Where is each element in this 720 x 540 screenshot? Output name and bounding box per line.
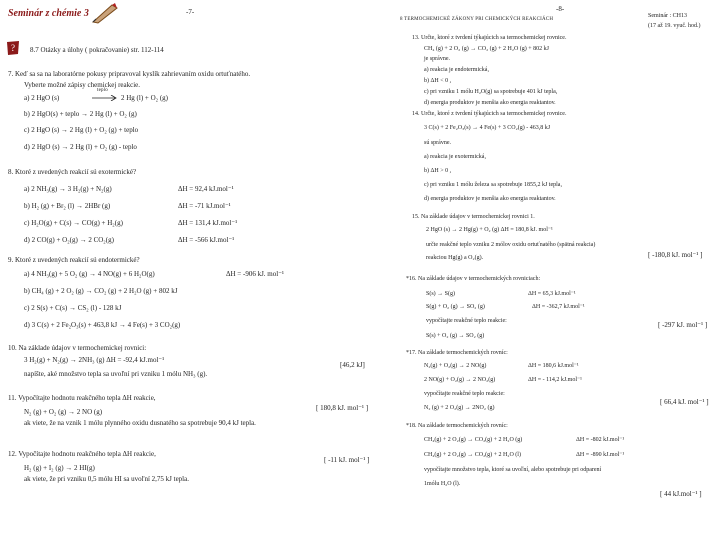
q17-answer: [ 66,4 kJ. mol⁻¹ ] xyxy=(660,398,709,406)
q12-text: 12. Vypočítajte hodnotu reakčného tepla ΔH reakcie, xyxy=(8,450,156,458)
q9-option-a-dh: ΔH = -906 kJ. mol⁻¹ xyxy=(226,270,284,278)
q15-task-2: reakciou Hg(g) a O₂(g). xyxy=(426,255,484,261)
q10-text: 10. Na základe údajov v termochemickej rovnici: xyxy=(8,344,147,352)
q13-text: 13. Určte, ktoré z tvrdení týkajúcich sa termochemickej rovnice. xyxy=(412,35,567,41)
q18-task-2: 1mólu H₂O (l). xyxy=(424,481,461,487)
q15-equation: 2 HgO (s) → 2 Hg(g) + O₂ (g) ΔH = 180,8 kJ. mol⁻¹ xyxy=(426,227,553,233)
q13-line-3: je správne. xyxy=(424,56,450,62)
q7-option-a: a) 2 HgO (s) xyxy=(24,94,60,102)
q9-option-b: b) CH₄ (g) + 2 O₂ (g) → CO₂ (g) + 2 H₂O (g) + 802 kJ xyxy=(24,287,178,295)
q18-answer: [ 44 kJ.mol⁻¹ ] xyxy=(660,490,702,498)
q17-target: N₂ (g) + 2 O₂(g) → 2NO₂ (g) xyxy=(424,405,495,411)
q14-option-c: c) pri vzniku 1 mólu železa sa spotrebuje 1855,2 kJ tepla, xyxy=(424,182,562,188)
page-number-left: -7- xyxy=(186,8,195,16)
q17-eq1: N₂(g) + O₂(g) → 2 NO(g) xyxy=(424,363,487,369)
q8-option-c: c) H₂O(g) + C(s) → CO(g) + H₂(g) xyxy=(24,219,123,227)
quill-pen-icon xyxy=(90,2,120,24)
q12-task: ak viete, že pri vzniku 0,5 mólu HI sa uvoľní 2,75 kJ tepla. xyxy=(24,475,189,483)
q7-option-d: d) 2 HgO (s) → 2 Hg (l) + O₂ (g) - teplo xyxy=(24,143,137,151)
seminar-label: Seminár : CH13 xyxy=(648,13,687,19)
q18-eq2: CH₄(g) + 2 O₂(g) → CO₂(g) + 2 H₂O (l) xyxy=(424,452,521,458)
q13-option-c: c) pri vzniku 1 mólu H₂O(g) sa spotrebuje 401 kJ tepla, xyxy=(424,89,558,95)
reaction-arrow-icon xyxy=(92,95,118,101)
q8-option-b-dh: ΔH = -71 kJ.mol⁻¹ xyxy=(178,202,231,210)
q8-option-d: d) 2 CO(g) + O₂(g) → 2 CO₂(g) xyxy=(24,236,114,244)
q14-text: 14. Určte, ktoré z tvrdení týkajúcich sa termochemickej rovnice. xyxy=(412,111,567,117)
q8-option-c-dh: ΔH = 131,4 kJ.mol⁻¹ xyxy=(178,219,238,227)
right-page-header: 8 TERMOCHEMICKÉ ZÁKONY PRI CHEMICKÝCH REAKCIÁCH xyxy=(400,17,554,22)
q7-option-b: b) 2 HgO(s) + teplo → 2 Hg (l) + O₂ (g) xyxy=(24,110,137,118)
q17-eq1-dh: ΔH = 180,6 kJ.mol⁻¹ xyxy=(528,363,579,369)
q18-task: vypočítajte množstvo tepla, ktoré sa uvoľní, alebo spotrebuje pri odparení xyxy=(424,467,602,473)
q7-text-2: Vyberte možné zápisy chemickej reakcie. xyxy=(24,81,141,89)
q8-option-a-dh: ΔH = 92,4 kJ.mol⁻¹ xyxy=(178,185,234,193)
q15-text: 15. Na základe údajov v termochemickej rovnici 1. xyxy=(412,214,535,220)
q14-option-a: a) reakcia je exotermická, xyxy=(424,154,486,160)
q16-eq1: S(s) → S(g) xyxy=(426,291,456,297)
seminar-sub-label: (17 až 19. vyuč. hod.) xyxy=(648,23,701,29)
q7-option-a-heat-label: teplo xyxy=(97,88,108,93)
section-heading: 8.7 Otázky a úlohy ( pokračovanie) str. 112-114 xyxy=(30,46,164,54)
q17-task: vypočítajte reakčné teplo reakcie: xyxy=(424,391,505,397)
q10-equation: 3 H₂(g) + N₂(g) → 2NH₃ (g) ΔH = -92,4 kJ.mol⁻¹ xyxy=(24,356,165,364)
q16-eq1-dh: ΔH = 65,3 kJ.mol⁻¹ xyxy=(528,291,576,297)
q13-equation: CH₄ (g) + 2 O₂ (g) → CO₂ (g) + 2 H₂O (g) + 802 kJ xyxy=(424,46,550,52)
q11-task: ak viete, že na vznik 1 mólu plynného oxidu dusnatého sa spotrebuje 90,4 kJ tepla. xyxy=(24,419,256,427)
q11-answer: [ 180,8 kJ. mol⁻¹ ] xyxy=(316,404,369,412)
q9-option-d: d) 3 C(s) + 2 Fe₂O₃(s) + 463,8 kJ → 4 Fe(s) + 3 CO₂(g) xyxy=(24,321,181,329)
q7-option-a-products: 2 Hg (l) + O₂ (g) xyxy=(121,94,169,102)
q17-text: *17. Na základe termochemických rovníc: xyxy=(406,350,508,356)
q15-task: určte reakčné teplo vzniku 2 mólov oxidu ortuťnatého (spätná reakcia) xyxy=(426,242,596,248)
q13-option-d: d) energia produktov je menšia ako energia reaktantov. xyxy=(424,100,556,106)
q13-option-b: b) ΔH < 0 , xyxy=(424,78,452,84)
q18-eq2-dh: ΔH = -890 kJ.mol⁻¹ xyxy=(576,452,625,458)
q16-eq2: S(g) + O₂ (g) → SO₂ (g) xyxy=(426,304,485,310)
q8-option-d-dh: ΔH = -566 kJ.mol⁻¹ xyxy=(178,236,235,244)
q14-option-d: d) energia produktov je menšia ako energia reaktantov. xyxy=(424,196,556,202)
q7-text: 7. Keď sa sa na laboratórne pokusy pripravoval kyslík zahrievaním oxidu ortuťnatého. xyxy=(8,70,251,78)
q9-option-a: a) 4 NH₃(g) + 5 O₂ (g) → 4 NO(g) + 6 H₂O(g) xyxy=(24,270,155,278)
q18-eq1-dh: ΔH = -802 kJ.mol⁻¹ xyxy=(576,437,625,443)
q13-option-a: a) reakcia je endotermická, xyxy=(424,67,489,73)
q8-option-a: a) 2 NH₃(g) → 3 H₂(g) + N₂(g) xyxy=(24,185,112,193)
q14-line-3: sú správne. xyxy=(424,140,451,146)
q16-answer: [ -297 kJ. mol⁻¹ ] xyxy=(658,321,708,329)
q10-answer: [46,2 kJ] xyxy=(340,361,365,369)
q8-option-b: b) H₂ (g) + Br₂ (l) → 2HBr (g) xyxy=(24,202,111,210)
svg-text:?: ? xyxy=(11,43,15,53)
question-badge-icon xyxy=(6,40,20,56)
brand-title: Seminár z chémie 3 xyxy=(8,8,89,19)
q9-option-c: c) 2 S(s) + C(s) → CS₂ (l) - 128 kJ xyxy=(24,304,122,312)
q16-task: vypočítajte reakčné teplo reakcie: xyxy=(426,318,507,324)
q11-equation: N₂ (g) + O₂ (g) → 2 NO (g) xyxy=(24,408,103,416)
q18-text: *18. Na základe termochemických rovníc: xyxy=(406,423,508,429)
q17-eq2-dh: ΔH = - 114,2 kJ.mol⁻¹ xyxy=(528,377,582,383)
q10-task: napíšte, aké množstvo tepla sa uvoľní pri vzniku 1 mólu NH₃ (g). xyxy=(24,370,208,378)
q12-equation: H₂ (g) + I₂ (g) → 2 HI(g) xyxy=(24,464,95,472)
q16-text: *16. Na základe údajov v termochemických rovniciach: xyxy=(406,276,541,282)
q12-answer: [ -11 kJ. mol⁻¹ ] xyxy=(324,456,370,464)
q9-text: 9. Ktoré z uvedených reakcií sú endotermické? xyxy=(8,256,140,264)
q16-target: S(s) + O₂ (g) → SO₂ (g) xyxy=(426,333,485,339)
q18-eq1: CH₄(g) + 2 O₂(g) → CO₂(g) + 2 H₂O (g) xyxy=(424,437,523,443)
q17-eq2: 2 NO(g) + O₂(g) → 2 NO₂(g) xyxy=(424,377,496,383)
q14-option-b: b) ΔH > 0 , xyxy=(424,168,452,174)
q14-equation: 3 C(s) + 2 Fe₂O₃(s) → 4 Fe(s) + 3 CO₂(g) - 463,8 kJ xyxy=(424,125,551,131)
q7-option-c: c) 2 HgO (s) → 2 Hg (l) + O₂ (g) + teplo xyxy=(24,126,139,134)
q8-text: 8. Ktoré z uvedených reakcií sú exotermické? xyxy=(8,168,137,176)
q15-answer: [ -180,8 kJ. mol⁻¹ ] xyxy=(648,251,703,259)
page-number-right: -8- xyxy=(556,5,565,13)
q16-eq2-dh: ΔH = -362,7 kJ.mol⁻¹ xyxy=(532,304,585,310)
q11-text: 11. Vypočítajte hodnotu reakčného tepla ΔH reakcie, xyxy=(8,394,156,402)
